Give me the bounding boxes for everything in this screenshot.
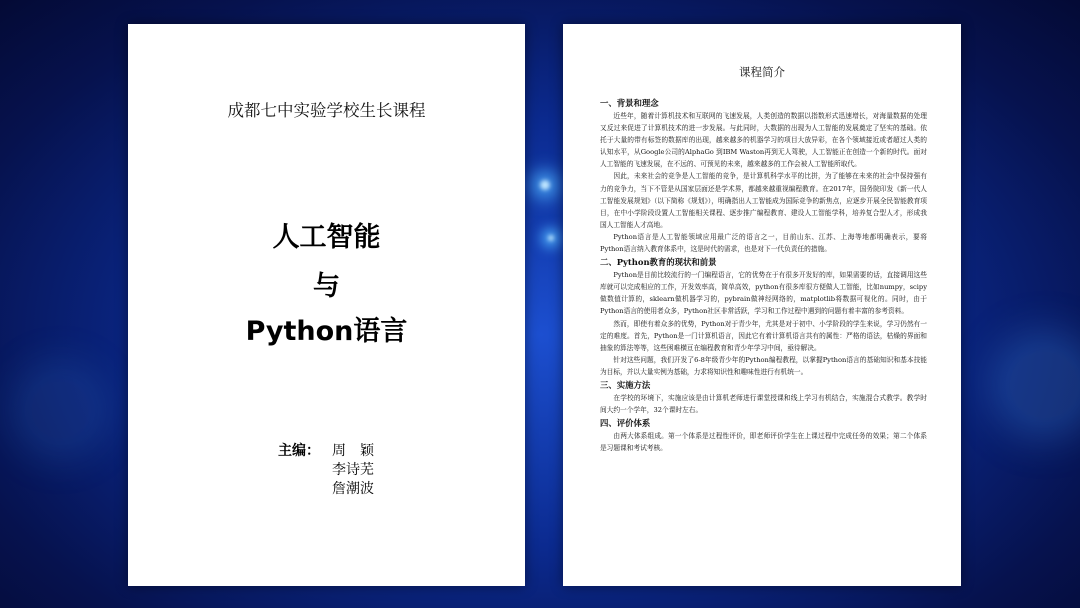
course-title-line3: Python语言 bbox=[245, 316, 408, 347]
section-title: 一、背景和理念 bbox=[600, 98, 659, 108]
section-title: 四、评价体系 bbox=[600, 418, 651, 429]
paragraph: 然而，即使有着众多的优势，Python对于青少年，尤其是对于初中、小学阶段的学生来说，学习仍然有一定的难度。首先，Python是一门计算机语言，因此它有着计算机语言共有的属性：严格的语法，枯燥的界面和抽象的算法等等，这些困难横亘在编程教育和青少年学习中间，亟待解决。 bbox=[600, 319, 927, 352]
background-glow bbox=[548, 235, 554, 241]
editor-name: 周 颖 bbox=[332, 443, 374, 459]
intro-heading: 课程简介 bbox=[739, 65, 785, 79]
paragraph: Python是目前比较流行的一门编程语言，它的优势在于有很多开发好的库，如果需要的话，直接调用这些库就可以完成相应的工作，开发效率高，简单高效，python有很多库很方便做人工智能，比如numpy，scipy做数值计算的，sklearn做机器学习的，pybrain做神经网络的，matplotlib将数据可视化的。同时，由于Python语言的使用者众多，Python社区非常活跃，学习和工作过程中遇到的问题有着丰富的参考资料。 bbox=[600, 271, 927, 316]
paragraph: Python语言是人工智能领域应用最广泛的语言之一，目前山东、江苏、上海等地都明确表示，要将Python语言纳入教育体系中，这是时代的需求，也是对下一代负责任的措施。 bbox=[600, 232, 927, 254]
editor-name: 詹潮波 bbox=[332, 481, 374, 497]
editors-block bbox=[278, 442, 374, 499]
intro-body bbox=[600, 96, 927, 454]
section-title: 三、实施方法 bbox=[600, 379, 651, 390]
background-glow bbox=[30, 380, 90, 440]
course-title-line2: 与 bbox=[313, 271, 340, 302]
section-title: 二、Python教育的现状和前景 bbox=[600, 257, 717, 268]
cover-page bbox=[128, 24, 525, 586]
paragraph: 针对这些问题，我们开发了6-8年级青少年的Python编程教程，以掌握Python语言的基础知识和基本技能为目标，并以大量实例为基础，力求将知识性和趣味性进行有机统一。 bbox=[600, 355, 927, 376]
editor-name: 李诗芜 bbox=[332, 462, 374, 478]
paragraph: 因此，未来社会的竞争是人工智能的竞争，是计算机科学水平的比拼，为了能够在未来的社会中保持强有力的竞争力，当下不管是从国家层面还是学术界，都越来越重视编程教育。在2017年，国务院印发《新一代人工智能发展规划》（以下简称《规划》），明确指出人工智能成为国际竞争的新焦点，应逐步开展全民智能教育项目，在中小学阶段设置人工智能相关课程、逐步推广编程教育、建设人工智能学科，培养复合型人才，形成我国人工智能人才高地。 bbox=[600, 172, 927, 229]
course-intro-page bbox=[563, 24, 961, 586]
school-name: 成都七中实验学校生长课程 bbox=[227, 101, 426, 120]
course-title-line1: 人工智能 bbox=[272, 222, 381, 253]
paragraph: 由两大体系组成。第一个体系是过程性评价，即老师评价学生在上课过程中完成任务的效果；第二个体系是习题课和考试考核。 bbox=[600, 432, 927, 453]
editors-label: 主编： bbox=[278, 443, 320, 459]
paragraph: 在学校的环境下，实施应该是由计算机老师进行课堂授课和线上学习有机结合，实施混合式教学。教学时间大约一个学年，32个课时左右。 bbox=[600, 393, 927, 415]
background-glow bbox=[540, 180, 550, 190]
background-glow bbox=[1010, 350, 1080, 420]
paragraph: 近些年，随着计算机技术和互联网的飞速发展，人类创造的数据以指数形式迅速增长，对海量数据的处理又反过来促进了计算机技术的进一步发展。与此同时，大数据的出现为人工智能的发展奠定了坚实的基础。依托于大量的带有标签的数据库的出现，越来越多的机器学习的项目大放异彩，在各个领域接近或者超过人类的认知水平，从Google公司的AlphaGo 到IBM Waston再到无人驾驶，人工智能正在创造一个新的时代。面对人工智能的飞速发展，在不远的、可预见的未来，越来越多的工作会被人工智能所取代。 bbox=[600, 112, 927, 169]
